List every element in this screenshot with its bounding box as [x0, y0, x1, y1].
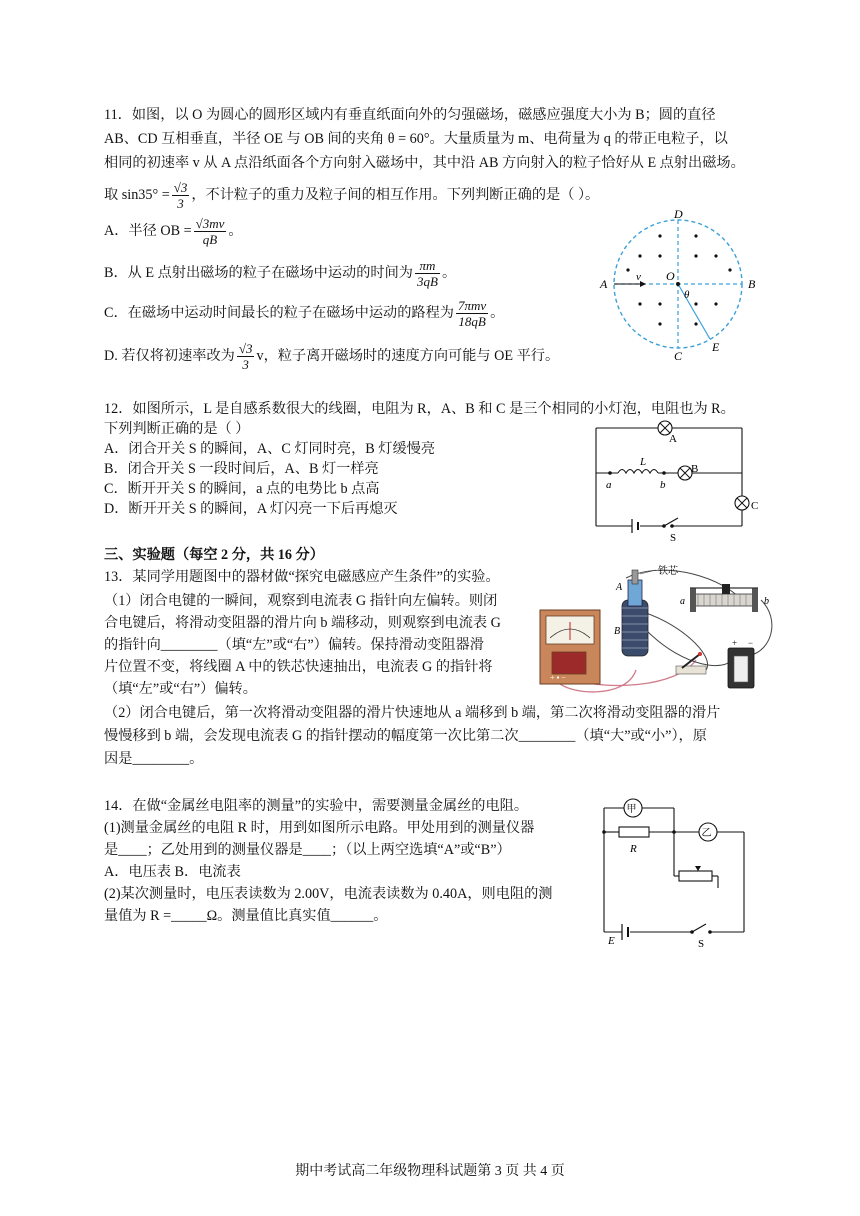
label-yi: 乙: [701, 828, 712, 839]
q14-line3: 是____；乙处用到的测量仪器是____；（以上两空选填“A”或“B”）: [104, 842, 511, 858]
label-point-b: b: [660, 479, 666, 491]
q11-line4-post: ，不计粒子的重力及粒子间的相互作用。下列判断正确的是（ ）。: [191, 187, 600, 203]
label-lamp-b: B: [691, 463, 699, 475]
q12-option-b: B．闭合开关 S 一段时间后，A、B 灯一样亮: [104, 461, 379, 477]
radius-oe: [678, 284, 710, 339]
label-r: R: [630, 843, 637, 855]
label-rheostat-a: a: [680, 596, 685, 607]
coil-b: [622, 600, 648, 656]
q12-line2: 下列判断正确的是（ ）: [104, 421, 250, 437]
svg-text:+ ▪ −: + ▪ −: [550, 673, 566, 682]
section3-heading: 三、实验题（每空 2 分，共 16 分）: [104, 547, 324, 563]
q14-circuit-figure: [594, 792, 754, 950]
q13-line9: 因是________。: [104, 751, 204, 767]
center-o-dot: [676, 282, 680, 286]
label-jia: 甲: [626, 804, 637, 815]
label-coil-a: A: [616, 582, 623, 593]
rheostat-slider-arrow: [695, 866, 701, 871]
q14-line1: 14．在做“金属丝电阻率的测量”的实验中，需要测量金属丝的电阻。: [104, 798, 529, 814]
q13-line1: 13．某同学用题图中的器材做“探究电磁感应产生条件”的实验。: [104, 569, 500, 585]
velocity-arrowhead: [640, 281, 646, 287]
q11-option-d: D. 若仅将初速率改为 $\frac{√3}{3}$ v，粒子离开磁场时的速度方向可能与 OE 平行。: [104, 341, 560, 373]
q11-line4: [104, 178, 599, 212]
q11-line2: AB、CD 互相垂直，半径 OE 与 OB 间的夹角 θ = 60°。大量质量为 m、电荷量为 q 的带正电粒子，以: [104, 131, 728, 147]
label-inductor-l: L: [640, 456, 647, 468]
label-s: S: [698, 938, 705, 950]
q12-option-d: D．断开开关 S 的瞬间，A 灯闪亮一下后再熄灭: [104, 501, 398, 517]
q11-magnetic-field-figure: [596, 204, 766, 364]
q13-line4: 的指针向________（填“左”或“右”）偏转。保持滑动变阻器滑: [104, 637, 484, 653]
q11-line3: 相同的初速率 v 从 A 点沿纸面各个方向射入磁场中，其中沿 AB 方向射入的粒子恰好从 E 点射出磁场。: [104, 155, 745, 171]
q13-line7: （2）闭合电键后，第一次将滑动变阻器的滑片快速地从 a 端移到 b 端，第二次将滑动变阻器的滑片: [104, 705, 721, 721]
label-coil-b: B: [614, 626, 621, 637]
label-lamp-c: C: [751, 500, 759, 512]
label-switch-s: S: [670, 532, 677, 543]
rheostat: [679, 871, 712, 881]
q12-option-a: A．闭合开关 S 的瞬间，A、C 灯同时亮，B 灯缓慢亮: [104, 441, 436, 457]
label-e: E: [608, 935, 615, 947]
label-point-a: a: [606, 479, 612, 491]
q11-line1: 11．如图，以 O 为圆心的圆形区域内有垂直纸面向外的匀强磁场，磁感应强度大小为 B；圆的直径: [104, 107, 716, 123]
q11-option-b: B．从 E 点射出磁场的粒子在磁场中运动的时间为 $\frac{\pi m}{3qB}$ 。: [104, 258, 457, 290]
point-a-dot: [608, 471, 612, 475]
label-v: v: [636, 271, 641, 283]
q11-option-c: C．在磁场中运动时间最长的粒子在磁场中运动的路程为 $\frac{\text{7πmv}}{18qB}$ 。: [104, 298, 505, 330]
label-rheostat-b: b: [764, 596, 769, 607]
label-theta: θ: [684, 289, 690, 301]
q13-line2: （1）闭合电键的一瞬间，观察到电流表 G 指针向左偏转。则闭: [104, 593, 498, 609]
q13-line6: （填“左”或“右”）偏转。: [104, 681, 257, 697]
label-e: E: [712, 340, 720, 354]
label-battery-plus: +: [732, 638, 738, 648]
label-o: O: [666, 269, 675, 283]
label-lamp-a: A: [669, 433, 677, 445]
point-b-dot: [662, 471, 666, 475]
label-b: B: [748, 277, 756, 291]
label-a: A: [600, 277, 608, 291]
q14-line6: 量值为 R =_____Ω。测量值比真实值______。: [104, 908, 388, 924]
q12-option-c: C．断开开关 S 的瞬间，a 点的电势比 b 点高: [104, 481, 380, 497]
q14-line5: (2)某次测量时，电压表读数为 2.00V，电流表读数为 0.40A，则电阻的测: [104, 886, 553, 902]
field-dots: [626, 234, 731, 325]
switch: [676, 666, 706, 674]
page-footer: 期中考试高二年级物理科试题第 3 页 共 4 页: [295, 1164, 565, 1179]
label-c: C: [674, 349, 683, 363]
label-battery-minus: −: [748, 638, 754, 648]
q12-line1: 12．如图所示，L 是自感系数很大的线圈，电阻为 R，A、B 和 C 是三个相同的小灯泡，电阻也为 R。: [104, 401, 735, 417]
q14-line2: (1)测量金属丝的电阻 R 时，用到如图所示电路。甲处用到的测量仪器: [104, 820, 535, 836]
iron-core: [632, 570, 638, 584]
q13-line8: 慢慢移到 b 端，会发现电流表 G 的指针摆动的幅度第一次比第二次________（填“大”或“小”），原: [104, 728, 707, 744]
q11-option-a: A．半径 OB = $\frac{√3mv}{qB}$ 。: [104, 216, 243, 248]
q12-circuit-figure: [590, 418, 760, 543]
q13-line5: 片位置不变，将线圈 A 中的铁芯快速抽出，电流表 G 的指针将: [104, 659, 493, 675]
q13-apparatus-figure: [526, 560, 776, 700]
sliding-rheostat: [694, 594, 754, 606]
q14-line4: A．电压表 B．电流表: [104, 864, 241, 880]
resistor-r: [619, 827, 649, 837]
q13-line3: 合电键后，将滑动变阻器的滑片向 b 端移动，则观察到电流表 G: [104, 615, 501, 631]
rheostat-slider: [722, 584, 730, 594]
label-d: D: [674, 207, 683, 221]
q11-line4-pre: 取 sin35° =: [104, 187, 170, 203]
label-iron-core: 铁芯: [658, 566, 678, 577]
q11-line4-fraction: $\frac{√3}{3}$: [173, 180, 188, 212]
